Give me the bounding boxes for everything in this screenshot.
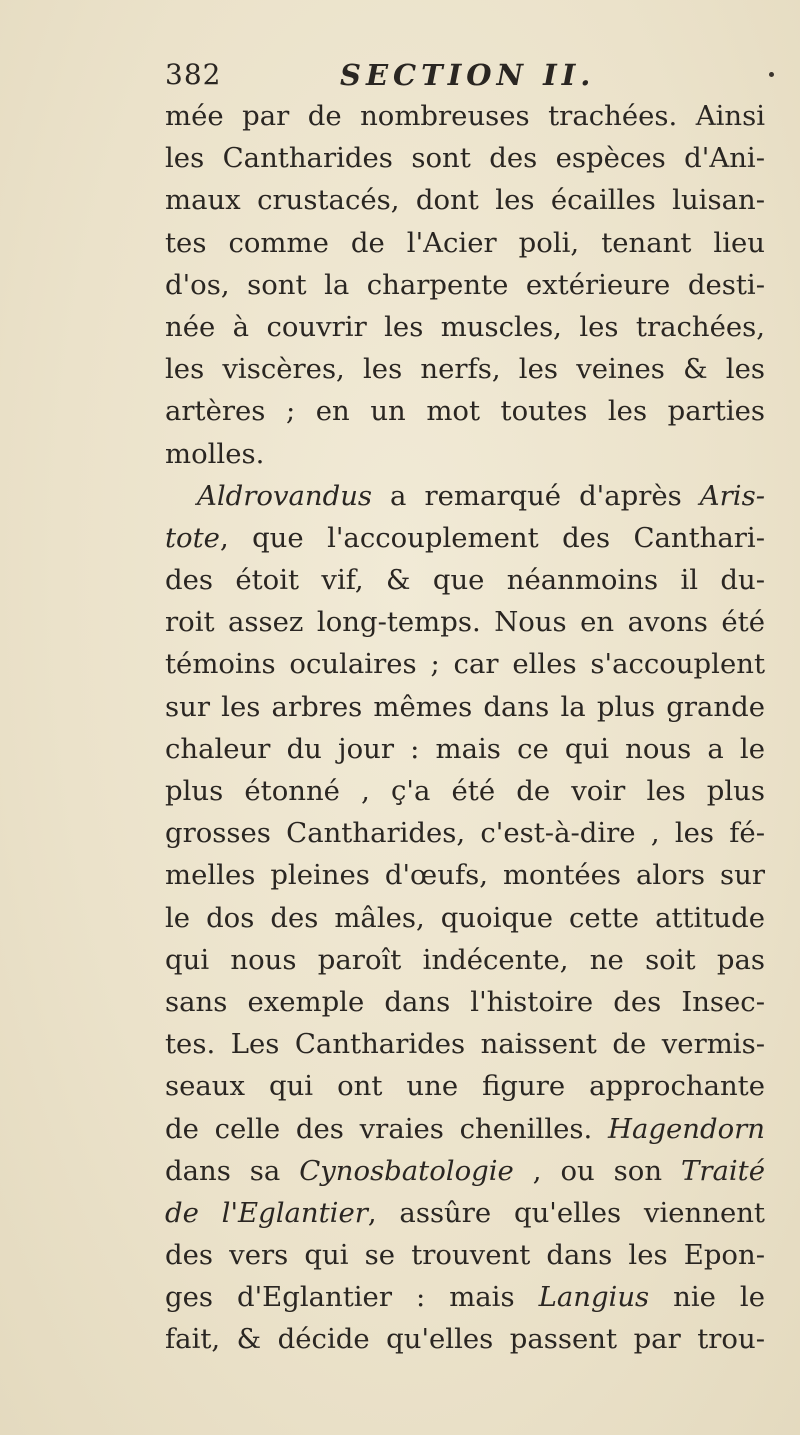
text-line: tes. Les Cantharides naissent de vermis- [165, 1028, 765, 1061]
text-line: melles pleines d'œufs, montées alors sur [165, 859, 765, 892]
text-line: tes comme de l'Acier poli, tenant lieu [165, 226, 765, 259]
text-line: sur les arbres mêmes dans la plus grande [165, 690, 765, 723]
body-text [165, 95, 765, 1361]
text-line: seaux qui ont une figure approchante [165, 1070, 765, 1103]
book-title-italic: Cynosbatologie [299, 1154, 514, 1187]
text-line: les viscères, les nerfs, les veines & les [165, 353, 765, 386]
text-line: fait, & décide qu'elles passent par trou- [165, 1323, 765, 1356]
author-name-italic: Langius [538, 1281, 650, 1314]
text-line: grosses Cantharides, c'est-à-dire , les fé- [165, 817, 765, 850]
text-line: de l'Eglantier, assûre qu'elles viennent [165, 1196, 765, 1229]
text-line: artères ; en un mot toutes les parties [165, 395, 765, 428]
author-name-italic: Aldrovandus [197, 479, 373, 512]
book-title-italic: de l'Eglantier [165, 1196, 368, 1229]
text-line: Aldrovandus a remarqué d'après Aris- [197, 479, 765, 512]
running-header [165, 55, 785, 95]
book-title-italic: Traité [680, 1154, 765, 1187]
page-number: 382 [165, 58, 222, 91]
text-line: mée par de nombreuses trachées. Ainsi [165, 100, 765, 132]
text-line: qui nous paroît indécente, ne soit pas [165, 943, 765, 976]
text-line: chaleur du jour : mais ce qui nous a le [165, 732, 765, 765]
text-line: dans sa Cynosbatologie , ou son Traité [165, 1154, 765, 1187]
text-line: maux crustacés, dont les écailles luisan- [165, 184, 765, 217]
text-line: le dos des mâles, quoique cette attitude [165, 901, 765, 934]
text-line: témoins oculaires ; car elles s'accouplent [165, 648, 765, 681]
text-line: d'os, sont la charpente extérieure desti- [165, 268, 765, 301]
text-line: roit assez long-temps. Nous en avons été [165, 606, 765, 639]
section-title: SECTION II. [340, 58, 596, 92]
text-line: plus étonné , ç'a été de voir les plus [165, 775, 765, 807]
author-name-italic: Aris- [699, 479, 765, 512]
header-dot-mark [769, 72, 774, 77]
text-line: molles. [165, 437, 265, 470]
text-line: des vers qui se trouvent dans les Epon- [165, 1239, 765, 1272]
text-line: des étoit vif, & que néanmoins il du- [165, 564, 765, 597]
text-line: les Cantharides sont des espèces d'Ani- [165, 142, 765, 175]
text-line: ges d'Eglantier : mais Langius nie le [165, 1281, 765, 1314]
text-line: de celle des vraies chenilles. Hagendorn [165, 1112, 765, 1145]
text-line: tote, que l'accouplement des Canthari- [165, 521, 765, 554]
author-name-italic: tote [165, 521, 220, 554]
author-name-italic: Hagendorn [608, 1112, 765, 1145]
text-line: sans exemple dans l'histoire des Insec- [165, 985, 765, 1018]
text-line: née à couvrir les muscles, les trachées, [165, 310, 765, 343]
